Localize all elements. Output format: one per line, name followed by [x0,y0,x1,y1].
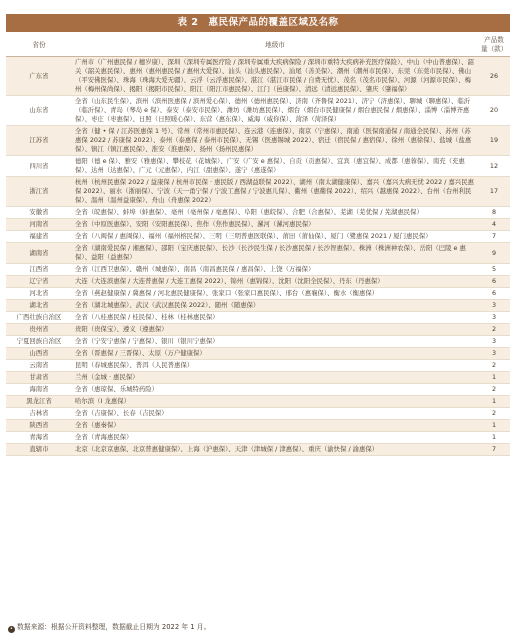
province-cell: 甘肃省 [6,372,72,384]
province-cell: 江西省 [6,264,72,276]
province-cell: 江苏省 [6,126,72,156]
count-cell: 12 [478,156,510,177]
table-row [6,57,510,96]
cities-cell: 德阳（德 e 保）、雅安（雅惠保）、攀枝花（花城保）、广安（广安 e 惠保）、自贡（贡惠保）、宜宾（惠宜保）、成都（惠蓉保）、南充（充惠保）、达州（达惠保）、广元（元惠保）、内江（甜惠保）、遂宁（惠遂保） [72,156,478,177]
count-cell: 6 [478,276,510,288]
table-row [6,276,510,288]
count-cell: 1 [478,372,510,384]
count-cell: 2 [478,384,510,396]
count-cell: 2 [478,408,510,420]
table-row [6,420,510,432]
table-row [6,408,510,420]
count-cell: 20 [478,96,510,126]
count-cell: 2 [478,360,510,372]
count-cell: 26 [478,57,510,96]
province-cell: 湖南省 [6,243,72,264]
cities-cell: 全省（健 • 保 / 江苏医惠保 1 号）、常州（常州市惠民保）、连云港（连惠保）、南京（宁惠保）、南通（医保南通保 / 南通全民保）、苏州（苏惠保 2022 / 苏康保 2022）、泰州（泰惠保 / 泰州市民保）、无锡（医惠锡城 2022）、宿迁（宿民保 / 惠宿保）、徐州（惠徐保）、盐城（盐惠保）、镇江（镇江惠民保）、淮安（淮惠保）、扬州（扬州民惠保） [72,126,478,156]
cities-cell: 全省（惠琼保、乐城特药险） [72,384,478,396]
cities-cell: 全省（宁安宁惠保 / 宁惠保）、银川（银川宁惠保） [72,336,478,348]
province-cell: 宁夏回族自治区 [6,336,72,348]
footnote [8,622,210,633]
cities-cell: 北京（北京京惠保、北京普惠健康保）、上海（沪惠保）、天津（津城保 / 津惠保）、重庆（渝快保 / 渝惠保） [72,444,478,456]
table-row [6,177,510,207]
table-row [6,300,510,312]
cities-cell: 全省（八桂惠民保 / 桂民保）、桂林（桂林惠民保） [72,312,478,324]
count-cell: 9 [478,243,510,264]
table-row [6,219,510,231]
province-cell: 广东省 [6,57,72,96]
table-row [6,372,510,384]
header-count: 产品数量（款） [478,34,510,57]
cities-cell: 昆明（春城惠民保）、普洱（人民普惠保） [72,360,478,372]
province-cell: 河南省 [6,219,72,231]
cities-cell: 全省（山东民生保）、滨州（滨州医惠保 / 滨州爱心保）、德州（德州惠民保）、济南（齐鲁保 2021）、济宁（济惠保）、聊城（聊惠保）、临沂（临沂保）、青岛（琴岛 e 保）、泰安（泰安市民保）、潍坊（潍坊惠民保）、烟台（烟台市民健康保 / 烟台惠民保 / 烟惠保）、淄博（淄博齐惠保）、枣庄（枣惠保）、日照（日照暖心保）、东营（惠东保）、威海（威你保）、菏泽（菏泽保） [72,96,478,126]
table-row [6,384,510,396]
province-cell: 陕西省 [6,420,72,432]
header-province: 省份 [6,34,72,57]
province-cell: 山东省 [6,96,72,126]
table-row [6,207,510,219]
table-header-row [6,34,510,57]
cities-cell: 哈尔滨（I 龙惠保） [72,396,478,408]
table-row [6,396,510,408]
cities-cell: 全省（晋惠保 / 三晋保）、太原（万户健康保） [72,348,478,360]
table-row [6,288,510,300]
table-row [6,156,510,177]
table-row [6,336,510,348]
header-cities: 地级市 [72,34,478,57]
cities-cell: 全省（湖南爱民保 / 湘惠保）、邵阳（宝庆惠民保）、长沙（长沙民生保 / 长沙惠民保 / 长沙智惠保）、株洲（株洲神农保）、岳阳（巴陵 e 惠保）、益阳（益惠保） [72,243,478,264]
table-row [6,348,510,360]
cities-cell: 全省（燕赵健康保 / 冀惠保 / 河北惠民健康保）、张家口（张家口惠民保）、邢台（惠襄保）、衡水（衡惠保） [72,288,478,300]
table-row [6,360,510,372]
count-cell: 17 [478,177,510,207]
count-cell: 7 [478,444,510,456]
province-cell: 青海省 [6,432,72,444]
table-row [6,96,510,126]
cities-cell: 全省（吉康保）、长春（吉民保） [72,408,478,420]
cities-cell: 全省（中原医惠保）、安阳（安阳惠民保）、焦作（焦作惠民保）、漯河（漯河惠民保） [72,219,478,231]
province-cell: 云南省 [6,360,72,372]
province-cell: 浙江省 [6,177,72,207]
cities-cell: 全省（青海惠民保） [72,432,478,444]
info-dot-icon: • [8,626,15,633]
province-cell: 吉林省 [6,408,72,420]
cities-cell: 全省（惠秦保） [72,420,478,432]
province-cell: 海南省 [6,384,72,396]
province-cell: 广西壮族自治区 [6,312,72,324]
table-row [6,324,510,336]
cities-cell: 全省（八闽保 / 惠闽保）、福州（福州榕民保）、三明（三明普惠医联保）、莆田（莆仙保）、厦门（鹭惠保 2021 / 厦门惠民保） [72,231,478,243]
province-cell: 直辖市 [6,444,72,456]
table-row [6,243,510,264]
table-row [6,444,510,456]
count-cell: 6 [478,288,510,300]
count-cell: 3 [478,300,510,312]
table-row [6,231,510,243]
cities-cell: 全省（皖惠保）、蚌埠（蚌惠保）、亳州（亳州保 / 亳惠保）、阜阳（惠皖保）、合肥（合惠保）、芜湖（芜优保 / 芜湖惠民保） [72,207,478,219]
count-cell: 1 [478,420,510,432]
table-title: 表 2 惠民保产品的覆盖区域及名称 [6,14,510,32]
province-cell: 河北省 [6,288,72,300]
province-cell: 四川省 [6,156,72,177]
count-cell: 8 [478,207,510,219]
province-cell: 辽宁省 [6,276,72,288]
cities-cell: 贵阳（贵保宝）、遵义（遵惠保） [72,324,478,336]
count-cell: 19 [478,126,510,156]
footnote-text: 数据来源：根据公开资料整理，数据截止日期为 2022 年 1 月。 [17,623,211,631]
cities-cell: 广州市（广州惠民保 / 穗岁康）、深圳（深圳专属医疗险 / 深圳专属重大疾病保险 / 深圳市重特大疾病补充医疗保险）、中山（中山普惠保）、韶关（韶关惠民保）、惠州（惠州惠民保 / 惠州大爱保）、汕头（汕头惠民保）、汕尾（善美保）、潮州（潮州市民保）、东莞（东莞市民保）、佛山（平安佛医保）、珠海（珠海大爱无疆）、云浮（云浮惠民保）、湛江（湛江市民保 / 自费无忧）、茂名（茂名市民保）、河源（河源市民保）、梅州（梅州保尚保）、揭阳（揭阳市民保）、阳江（阳江市惠民保）、江门（邑康保）、清远（清远惠民保）、肇庆（肇福保） [72,57,478,96]
count-cell: 3 [478,312,510,324]
province-cell: 福建省 [6,231,72,243]
cities-cell: 全省（湖北城惠保）、武汉（武汉惠民保 2022）、随州（随惠保） [72,300,478,312]
count-cell: 7 [478,231,510,243]
count-cell: 1 [478,432,510,444]
province-cell: 湖北省 [6,300,72,312]
table-row [6,126,510,156]
table-row [6,312,510,324]
cities-cell: 大连（大连滨惠保 / 大连普惠保 / 大连工惠保 2022）、锦州（惠锦保）、沈阳（沈阳全民保）、丹东（丹惠保） [72,276,478,288]
province-cell: 贵州省 [6,324,72,336]
count-cell: 2 [478,324,510,336]
table-body [6,57,510,456]
count-cell: 3 [478,348,510,360]
province-cell: 黑龙江省 [6,396,72,408]
table-row [6,432,510,444]
cities-cell: 兰州（金城 · 惠民保） [72,372,478,384]
count-cell: 3 [478,336,510,348]
count-cell: 4 [478,219,510,231]
count-cell: 1 [478,396,510,408]
province-cell: 安徽省 [6,207,72,219]
table-row [6,264,510,276]
coverage-table [6,34,510,456]
count-cell: 5 [478,264,510,276]
province-cell: 山西省 [6,348,72,360]
cities-cell: 杭州（杭州民惠保 2022 / 益康保 / 杭州市民保 · 惠民版 / 西湖益联保 2022）、湖州（南太湖健康保）、嘉兴（嘉兴大病无忧 2022 / 嘉兴民惠保 2022）、丽水（浙丽保）、宁波（天一甬宁保 / 宁波工惠保 / 宁波惠儿保）、衢州（惠衢保 2022）、绍兴（越惠保 2022）、台州（台州利民保）、温州（温州益康保）、舟山（舟惠保 2022） [72,177,478,207]
cities-cell: 全省（江西卫惠保）、赣州（城惠保）、南昌（南昌惠民保 / 惠昌保）、上饶（万福保） [72,264,478,276]
